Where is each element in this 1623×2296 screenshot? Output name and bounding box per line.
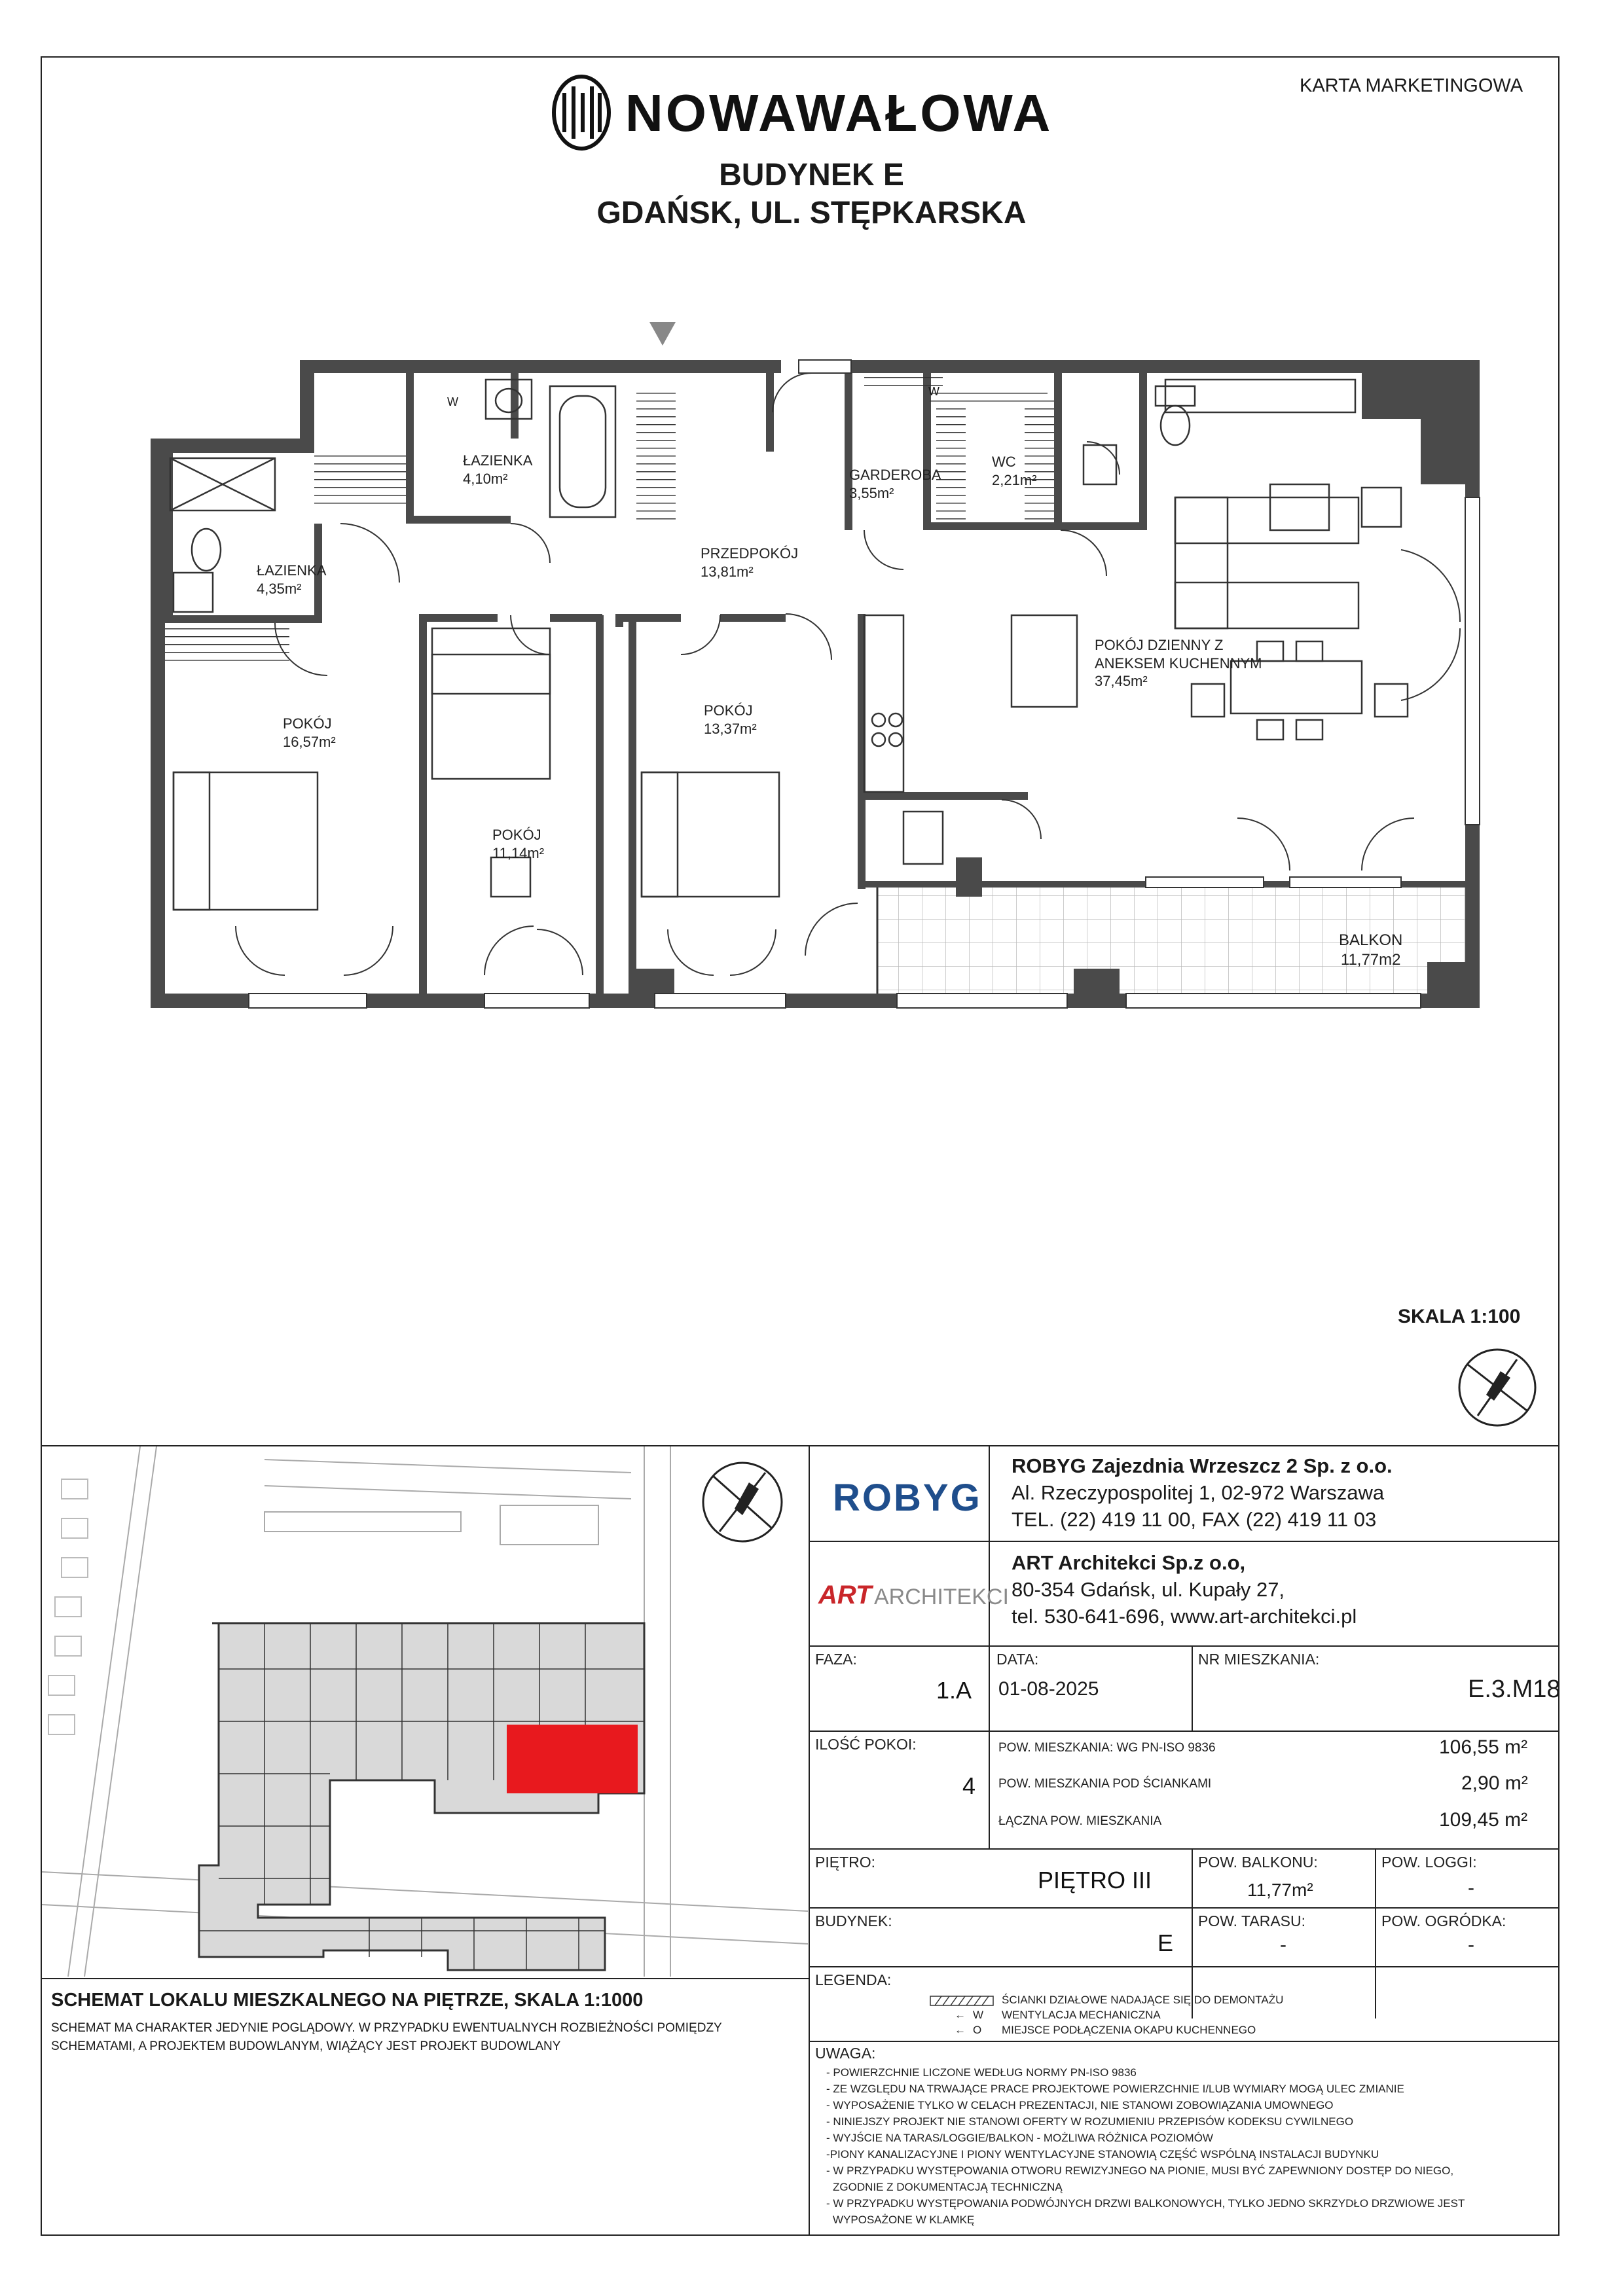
art-logo-text: ARCHITEKCI [874, 1585, 1009, 1609]
balcony-divider [1375, 1848, 1376, 2018]
notes-list [826, 2064, 1465, 2228]
site-title: SCHEMAT LOKALU MIESZKALNEGO NA PIĘTRZE, SKALA 1:1000 [51, 1990, 644, 2011]
area-iso-label: POW. MIESZKANIA: WG PN-ISO 9836 [998, 1741, 1216, 1755]
building-value: E [1158, 1929, 1174, 1956]
note-item: ZGODNIE Z DOKUMENTACJĄ TECHNICZNĄ [833, 2181, 1063, 2193]
rooms-count-value: 4 [962, 1772, 976, 1799]
floor-label: PIĘTRO: [815, 1854, 876, 1871]
highlighted-unit [507, 1725, 638, 1793]
site-caption-divider [41, 1978, 809, 1979]
building-label: BUDYNEK: [815, 1912, 892, 1929]
brand-name: NOWAWAŁOWA [625, 84, 1053, 142]
note-item: - W PRZYPADKU WYSTĘPOWANIA OTWORU REWIZYJNEGO NA PIONIE, MUSI BYĆ ZAPEWNIONY DOSTĘP DO NIEGO, [826, 2164, 1454, 2177]
entrance-arrow-icon [648, 321, 677, 347]
area-total-value: 109,45 m² [1439, 1809, 1528, 1831]
note-item: - ZE WZGLĘDU NA TRWAJĄCE PRACE PROJEKTOWE POWIERZCHNIE I/LUB WYMIARY MOGĄ ULEC ZMIANIE [826, 2083, 1404, 2095]
area-iso-value: 106,55 m² [1439, 1736, 1528, 1758]
data-divider [1192, 1645, 1193, 1731]
date-label: DATA: [996, 1651, 1039, 1668]
developer-address: Al. Rzeczypospolitej 1, 02-972 Warszawa [1012, 1481, 1385, 1504]
notes-title: UWAGA: [815, 2045, 876, 2062]
legend-arrow-o-icon: ← [955, 2024, 966, 2036]
room-label-wardrobe: GARDEROBA 3,55m² [849, 467, 941, 501]
area-total-label: ŁĄCZNA POW. MIESZKANIA [998, 1814, 1162, 1828]
vent-marker: W [447, 395, 458, 408]
faza-label: FAZA: [815, 1651, 857, 1668]
balcony-area-value: 11,77m² [1247, 1880, 1313, 1900]
note-item: -PIONY KANALIZACYJNE I PIONY WENTYLACYJNE STANOWIĄ CZĘŚĆ WSPÓLNĄ INSTALACJI BUDYNKU [826, 2148, 1379, 2161]
legend-item-ventilation: WENTYLACJA MECHANICZNA [1002, 2009, 1161, 2021]
legend-title: LEGENDA: [815, 1971, 892, 1988]
room-label-room-2: POKÓJ 11,14m² [492, 827, 545, 861]
robyg-logo: ROBYG [833, 1477, 982, 1519]
area-under-walls-value: 2,90 m² [1461, 1772, 1528, 1794]
room-label-hall: PRZEDPOKÓJ 13,81m² [701, 545, 799, 580]
room-label-balcony: BALKON 11,77m2 [1339, 931, 1403, 969]
legend-item-demountable: ŚCIANKI DZIAŁOWE NADAJĄCE SIĘ DO DEMONTAŻU [1002, 1994, 1284, 2006]
floor-value: PIĘTRO III [1038, 1867, 1152, 1893]
area-under-walls-label: POW. MIESZKANIA POD ŚCIANKAMI [998, 1777, 1212, 1791]
art-logo-mark: ART [818, 1581, 872, 1609]
site-disclaimer-1: SCHEMAT MA CHARAKTER JEDYNIE POGLĄDOWY. W PRZYPADKU EWENTUALNYCH ROZBIEŻNOŚCI POMIĘDZY [51, 2021, 722, 2035]
room-label-room-3: POKÓJ 13,37m² [704, 702, 757, 737]
site-north-arrow-icon [703, 1463, 782, 1541]
site-disclaimer-2: SCHEMATAMI, A PROJEKTEM BUDOWLANYM, WIĄŻĄCY JEST PROJEKT BUDOWLANY [51, 2039, 561, 2053]
brand-logo [543, 73, 1093, 152]
vent-marker-wc: W [928, 385, 939, 398]
floor-row-divider [809, 1907, 1559, 1909]
marketing-card-label: KARTA MARKETINGOWA [1300, 75, 1523, 96]
room-label-bathroom-2: ŁAZIENKA 4,35m² [257, 562, 327, 597]
garden-label: POW. OGRÓDKA: [1381, 1912, 1506, 1929]
note-item: - WYPOSAŻENIE TYLKO W CELACH PREZENTACJI, NIE STANOWI ZOBOWIĄZANIA UMOWNEGO [826, 2099, 1334, 2111]
rooms-count-label: ILOŚĆ POKOI: [815, 1736, 917, 1753]
note-item: WYPOSAŻONE W KLAMKĘ [833, 2214, 975, 2226]
apartment-number-label: NR MIESZKANIA: [1198, 1651, 1320, 1668]
rooms-divider [989, 1731, 990, 1848]
developer-divider [809, 1541, 1559, 1542]
floor-divider [1192, 1848, 1193, 2018]
faza-value: 1.A [936, 1677, 972, 1704]
architect-divider [809, 1645, 1559, 1647]
developer-name: ROBYG Zajezdnia Wrzeszcz 2 Sp. z o.o. [1012, 1454, 1393, 1477]
logo-column-divider [989, 1445, 990, 1645]
note-item: - W PRZYPADKU WYSTĘPOWANIA PODWÓJNYCH DRZWI BALKONOWYCH, TYLKO JEDNO SKRZYDŁO DRZWIOWE JEST [826, 2197, 1465, 2210]
room-label-living-room: POKÓJ DZIENNY Z ANEKSEM KUCHENNYM 37,45m² [1095, 637, 1262, 689]
balcony-area-label: POW. BALKONU: [1198, 1854, 1318, 1871]
address-title: GDAŃSK, UL. STĘPKARSKA [596, 196, 1027, 230]
loggia-label: POW. LOGGI: [1381, 1854, 1477, 1871]
rooms-row-divider [809, 1848, 1559, 1850]
legend-marker-w: W [973, 2009, 984, 2021]
building-row-divider [809, 1966, 1559, 1967]
legend-item-hood: MIEJSCE PODŁĄCZENIA OKAPU KUCHENNEGO [1002, 2024, 1256, 2036]
legend-divider [809, 2041, 1559, 2042]
site-panel-divider [809, 1445, 810, 2236]
north-arrow-icon [1455, 1345, 1540, 1430]
room-label-bathroom-1: ŁAZIENKA 4,10m² [463, 452, 533, 487]
garden-value: - [1468, 1934, 1474, 1956]
terrace-label: POW. TARASU: [1198, 1912, 1306, 1929]
developer-phone: TEL. (22) 419 11 00, FAX (22) 419 11 03 [1012, 1508, 1377, 1531]
room-label-wc: WC 2,21m² [992, 454, 1037, 488]
date-value: 01-08-2025 [998, 1678, 1099, 1700]
architect-address: 80-354 Gdańsk, ul. Kupały 27, [1012, 1578, 1285, 1601]
architect-name: ART Architekci Sp.z o.o, [1012, 1551, 1246, 1574]
note-item: - WYJŚCIE NA TARAS/LOGGIE/BALKON - MOŻLIWA RÓŻNICA POZIOMÓW [826, 2132, 1213, 2144]
faza-row-divider [809, 1731, 1559, 1732]
terrace-value: - [1280, 1934, 1286, 1956]
room-label-room-1: POKÓJ 16,57m² [283, 715, 336, 750]
building-title: BUDYNEK E [719, 158, 904, 192]
note-item: - POWIERZCHNIE LICZONE WEDŁUG NORMY PN-ISO 9836 [826, 2066, 1137, 2079]
floor-plan [144, 353, 1519, 1021]
legend-arrow-w-icon: ← [955, 2009, 966, 2021]
apartment-number-value: E.3.M18 [1468, 1676, 1561, 1703]
note-item: - NINIEJSZY PROJEKT NIE STANOWI OFERTY W ROZUMIENIU PRZEPISÓW KODEKSU CYWILNEGO [826, 2115, 1354, 2128]
plan-scale: SKALA 1:100 [1398, 1306, 1521, 1327]
demountable-wall-swatch-icon [930, 1994, 995, 2007]
loggia-value: - [1468, 1877, 1474, 1899]
faza-divider [989, 1645, 990, 1731]
architect-phone: tel. 530-641-696, www.art-architekci.pl [1012, 1605, 1357, 1628]
site-plan-map [42, 1446, 808, 1977]
legend-marker-o: O [973, 2024, 982, 2036]
